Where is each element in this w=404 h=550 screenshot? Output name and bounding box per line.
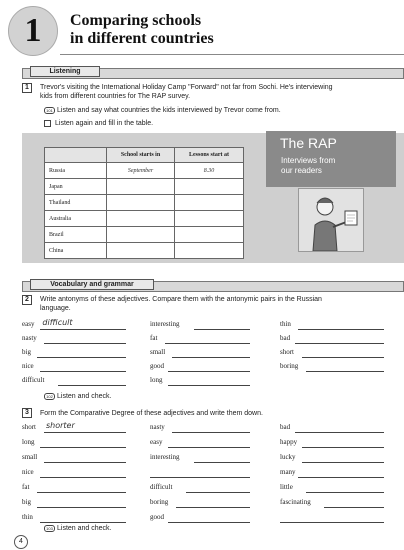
answer-line[interactable] (298, 477, 384, 478)
exercise-word: difficult (22, 376, 45, 384)
school-starts-cell[interactable] (107, 211, 175, 227)
fill-table-instruction-text: Listen again and fill in the table. (55, 120, 154, 127)
exercise-word: fascinating (280, 498, 311, 506)
school-starts-cell[interactable] (107, 227, 175, 243)
page-number: 4 (14, 535, 28, 549)
exercise-1-line1: Trevor's visiting the International Holiday Camp "Forward" not far from Sochi. He's interviewing (40, 84, 333, 91)
exercise-word: little (280, 483, 293, 491)
answer-line[interactable] (302, 462, 384, 463)
table-header-row (45, 148, 244, 163)
exercise-word: long (150, 376, 163, 384)
unit-title (70, 12, 214, 48)
answer-line[interactable] (302, 357, 384, 358)
answer-line[interactable] (168, 522, 250, 523)
exercise-word: big (22, 498, 31, 506)
exercise-word: nasty (22, 334, 37, 342)
exercise-word: boring (280, 362, 299, 370)
table-row (45, 211, 244, 227)
answer-line[interactable] (186, 492, 250, 493)
country-cell: China (45, 243, 107, 259)
exercise-word: difficult (150, 483, 173, 491)
checkbox-square-icon (44, 120, 51, 127)
answer-line[interactable] (40, 477, 126, 478)
exercise-word: nice (22, 362, 34, 370)
exercise-word: easy (150, 438, 163, 446)
country-cell: Australia (45, 211, 107, 227)
table-row (45, 163, 244, 179)
answer-line[interactable] (150, 477, 250, 478)
exercise-word: happy (280, 438, 298, 446)
rap-subtitle (281, 156, 335, 176)
school-starts-cell[interactable] (107, 243, 175, 259)
table-row (45, 227, 244, 243)
exercise-word: boring (150, 498, 169, 506)
exercise-word: small (150, 348, 166, 356)
exercise-1-number: 1 (22, 83, 32, 93)
exercise-word: thin (280, 320, 291, 328)
exercise-2-line2: language. (40, 305, 71, 312)
school-starts-cell[interactable] (107, 179, 175, 195)
exercise-3-number: 3 (22, 408, 32, 418)
exercise-word: interesting (150, 453, 180, 461)
answer-line[interactable] (37, 357, 126, 358)
table-row (45, 179, 244, 195)
rap-subtitle-line2: our readers (281, 166, 322, 175)
exercise-2-text (40, 295, 400, 313)
exercise-1-line2: kids from different countries for The RAP survey. (40, 93, 191, 100)
table-header-cell: School starts in (107, 148, 175, 163)
answer-text: difficult (42, 318, 73, 327)
vocab-section-label: Vocabulary and grammar (30, 279, 154, 290)
lessons-start-cell[interactable] (175, 243, 244, 259)
exercise-word: good (150, 362, 164, 370)
listening-section-label: Listening (30, 66, 100, 77)
answer-line[interactable] (40, 522, 126, 523)
lessons-start-cell[interactable]: 8.30 (175, 163, 244, 179)
exercise-word: bad (280, 334, 291, 342)
exercise-word: interesting (150, 320, 180, 328)
answer-line[interactable] (165, 343, 250, 344)
answer-line[interactable] (298, 329, 384, 330)
exercise-word: thin (22, 513, 33, 521)
exercise-word: fat (22, 483, 30, 491)
unit-number-badge: 1 (8, 6, 58, 56)
exercise-word: long (22, 438, 35, 446)
exercise-word: big (22, 348, 31, 356)
lessons-start-cell[interactable] (175, 195, 244, 211)
reporter-illustration (298, 188, 364, 252)
exercise-word: easy (22, 320, 35, 328)
lessons-start-cell[interactable] (175, 211, 244, 227)
answer-line[interactable] (40, 371, 126, 372)
table-row (45, 195, 244, 211)
country-cell: Brazil (45, 227, 107, 243)
lessons-start-cell[interactable] (175, 227, 244, 243)
exercise-3-text: Form the Comparative Degree of these adjectives and write them down. (40, 410, 263, 417)
answer-line[interactable] (40, 447, 126, 448)
audio-instruction-1 (44, 106, 281, 115)
answer-line[interactable] (168, 447, 250, 448)
exercise-word: nasty (150, 423, 165, 431)
answer-line[interactable] (44, 432, 126, 433)
answer-line[interactable] (324, 507, 384, 508)
school-starts-cell[interactable] (107, 195, 175, 211)
answer-line[interactable] (295, 343, 384, 344)
audio-track-icon[interactable]: 102 (44, 393, 55, 400)
answer-line[interactable] (168, 385, 250, 386)
answer-line[interactable] (37, 507, 126, 508)
exercise-word: short (22, 423, 36, 431)
table-row (45, 243, 244, 259)
exercise-word: small (22, 453, 38, 461)
answer-line[interactable] (44, 343, 126, 344)
audio-instruction-3 (44, 524, 111, 533)
audio-instruction-1-text: Listen and say what countries the kids interviewed by Trevor come from. (57, 107, 281, 114)
rap-subtitle-line1: Interviews from (281, 156, 336, 165)
answer-line[interactable] (306, 371, 384, 372)
unit-title-line1: Comparing schools (70, 12, 202, 29)
title-divider (60, 54, 404, 55)
exercise-word: many (280, 468, 296, 476)
audio-instruction-2-text: Listen and check. (57, 393, 112, 400)
answer-line[interactable] (194, 329, 250, 330)
unit-title-line2: in different countries (70, 30, 214, 47)
reporter-figure-icon (299, 189, 363, 251)
audio-instruction-3-text: Listen and check. (57, 525, 112, 532)
fill-table-instruction (44, 119, 153, 128)
exercise-word: fat (150, 334, 158, 342)
survey-table (44, 147, 244, 259)
table-header-cell (45, 148, 107, 163)
answer-line[interactable] (295, 432, 384, 433)
exercise-word: good (150, 513, 164, 521)
answer-line[interactable] (172, 432, 250, 433)
answer-line[interactable] (37, 492, 126, 493)
exercise-word: lucky (280, 453, 296, 461)
audio-instruction-2 (44, 392, 111, 401)
answer-line[interactable] (306, 492, 384, 493)
exercise-1-text (40, 83, 400, 101)
rap-title: The RAP (280, 135, 337, 151)
answer-line[interactable] (40, 329, 126, 330)
answer-line[interactable] (302, 447, 384, 448)
exercise-2-line1: Write antonyms of these adjectives. Compare them with the antonymic pairs in the Russian (40, 296, 322, 303)
audio-track-icon[interactable]: 101 (44, 107, 55, 114)
answer-line[interactable] (280, 522, 384, 523)
exercise-word: bad (280, 423, 291, 431)
country-cell: Thailand (45, 195, 107, 211)
lessons-start-cell[interactable] (175, 179, 244, 195)
exercise-2-number: 2 (22, 295, 32, 305)
answer-line[interactable] (168, 371, 250, 372)
answer-line[interactable] (44, 462, 126, 463)
country-cell: Japan (45, 179, 107, 195)
school-starts-cell[interactable]: September (107, 163, 175, 179)
table-header-cell: Lessons start at (175, 148, 244, 163)
answer-text: shorter (46, 421, 75, 430)
country-cell: Russia (45, 163, 107, 179)
audio-track-icon[interactable]: 103 (44, 525, 55, 532)
exercise-word: nice (22, 468, 34, 476)
answer-line[interactable] (172, 357, 250, 358)
answer-line[interactable] (176, 507, 250, 508)
exercise-word: short (280, 348, 294, 356)
answer-line[interactable] (194, 462, 250, 463)
answer-line[interactable] (58, 385, 126, 386)
